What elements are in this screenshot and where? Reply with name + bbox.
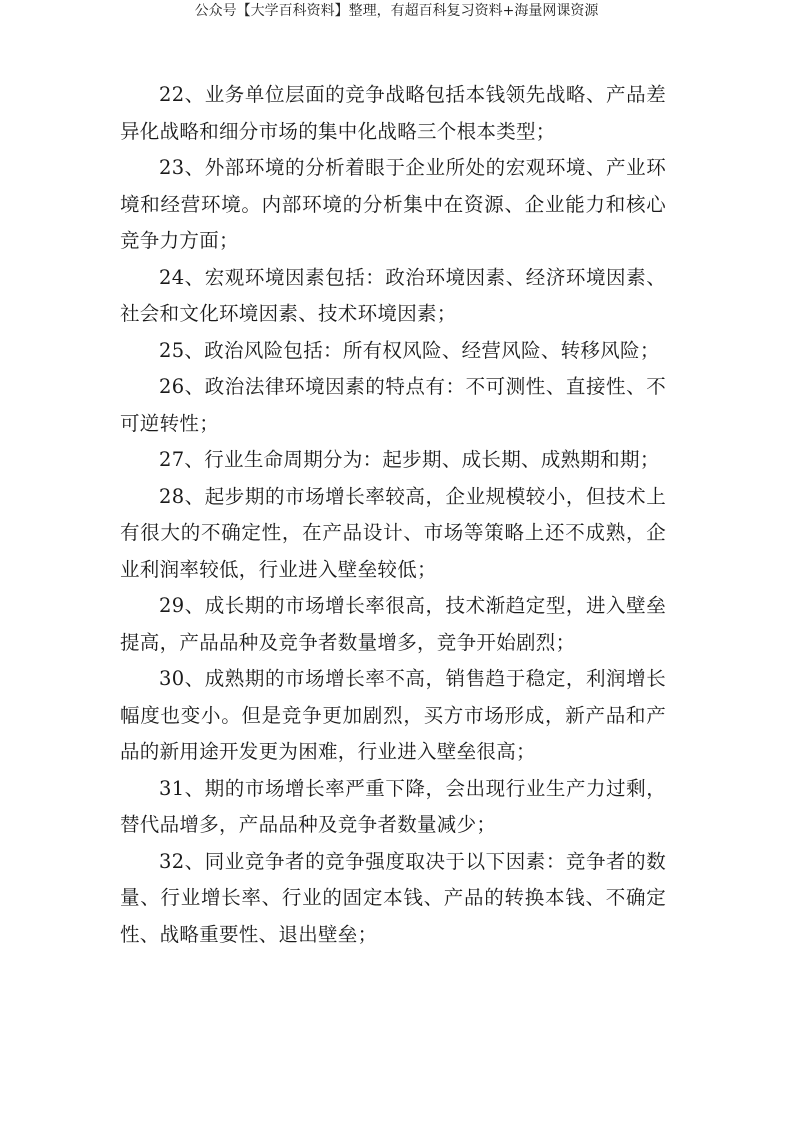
paragraph-25: 25、政治风险包括：所有权风险、经营风险、转移风险；: [159, 338, 660, 362]
paragraph-32: 32、同业竞争者的竞争强度取决于以下因素：竞争者的数量、行业增长率、行业的固定本钱、产品的转换本钱、不确定性、战略重要性、退出壁垒；: [120, 849, 666, 946]
paragraph-30: 30、成熟期的市场增长率不高，销售趋于稳定，利润增长幅度也变小。但是竞争更加剧烈，买方市场形成，新产品和产品的新用途开发更为困难，行业进入壁垒很高；: [120, 667, 666, 763]
paragraph-27: 27、行业生命周期分为：起步期、成长期、成熟期和期；: [159, 448, 660, 471]
paragraph-22: 22、业务单位层面的竞争战略包括本钱领先战略、产品差异化战略和细分市场的集中化战略三个根本类型；: [120, 83, 666, 143]
paragraph-24: 24、宏观环境因素包括：政治环境因素、经济环境因素、社会和文化环境因素、技术环境因素；: [120, 265, 666, 325]
paragraph-29: 29、成长期的市场增长率很高，技术渐趋定型，进入壁垒提高，产品品种及竞争者数量增多，竞争开始剧烈；: [120, 594, 666, 654]
paragraph-31: 31、期的市场增长率严重下降，会出现行业生产力过剩，替代品增多，产品品种及竞争者数量减少；: [120, 776, 666, 836]
page-header: 公众号【大学百科资料】整理，有超百科复习资料+海量网课资源: [194, 3, 599, 19]
paragraph-26: 26、政治法律环境因素的特点有：不可测性、直接性、不可逆转性；: [120, 375, 666, 435]
paragraph-23: 23、外部环境的分析着眼于企业所处的宏观环境、产业环境和经营环境。内部环境的分析集中在资源、企业能力和核心竞争力方面；: [120, 156, 666, 252]
paragraph-28: 28、起步期的市场增长率较高，企业规模较小，但技术上有很大的不确定性，在产品设计、市场等策略上还不成熟，企业利润率较低，行业进入壁垒较低；: [120, 484, 666, 581]
document-body: [120, 77, 666, 953]
